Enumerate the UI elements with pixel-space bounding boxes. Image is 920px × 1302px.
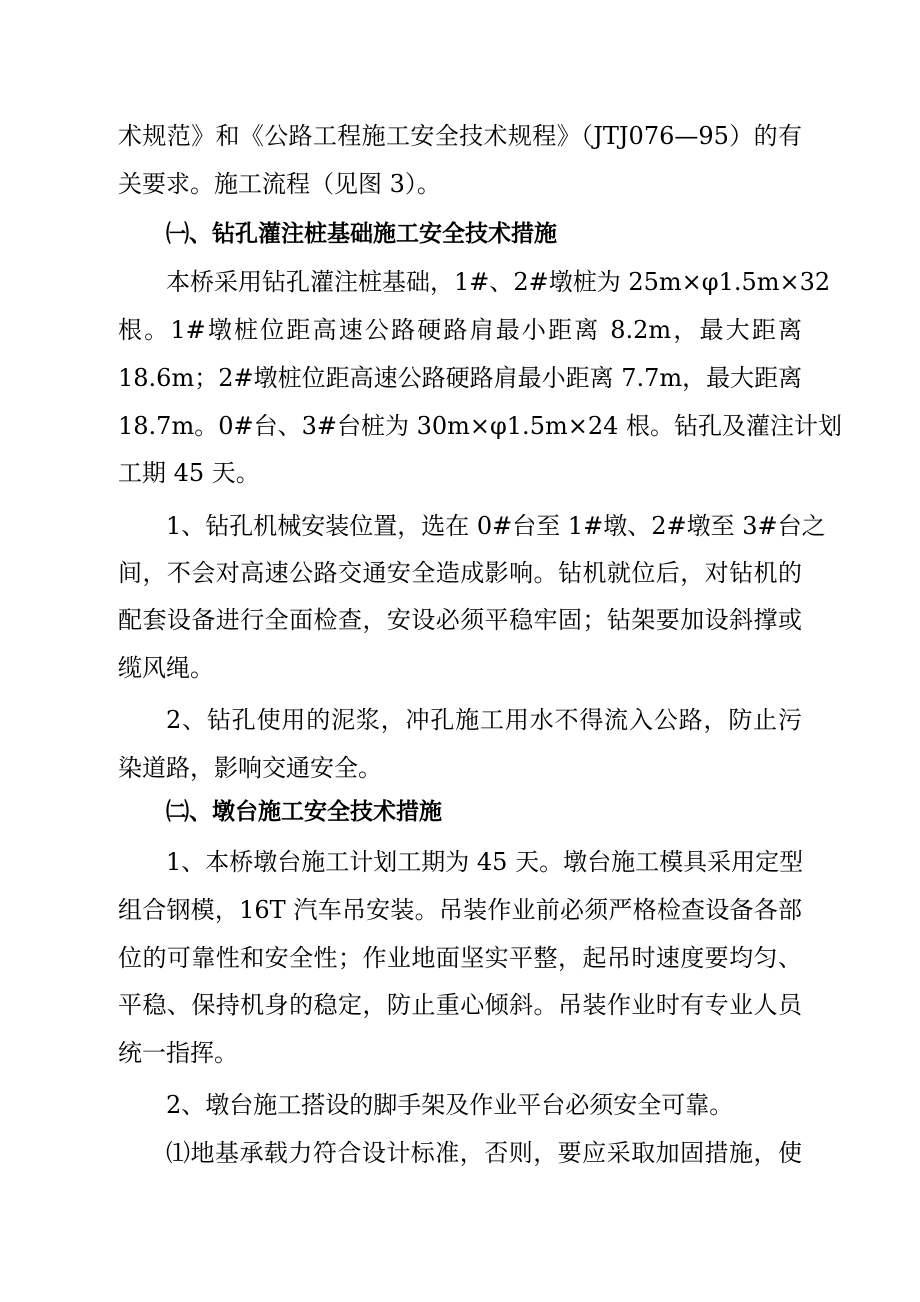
text-line: 术规范》和《公路工程施工安全技术规程》（JTJ076—95）的有 xyxy=(118,122,802,150)
text-line: 配套设备进行全面检查，安设必须平稳牢固；钻架要加设斜撑或 xyxy=(118,606,802,634)
text-line: 位的可靠性和安全性；作业地面坚实平整，起吊时速度要均匀、 xyxy=(118,944,802,972)
text-line: 1、钻孔机械安装位置，选在 0#台至 1#墩、2#墩至 3#台之 xyxy=(166,512,826,540)
text-line: 18.7m。0#台、3#台桩为 30m×φ1.5m×24 根。钻孔及灌注计划 xyxy=(118,412,842,440)
text-line: 根。1#墩桩位距高速公路硬路肩最小距离 8.2m，最大距离 xyxy=(118,316,802,344)
text-line: 工期 45 天。 xyxy=(118,459,260,487)
text-line: 2、墩台施工搭设的脚手架及作业平台必须安全可靠。 xyxy=(166,1091,734,1119)
text-line: 组合钢模，16T 汽车吊安装。吊装作业前必须严格检查设备各部 xyxy=(118,896,802,924)
text-line: 2、钻孔使用的泥浆，冲孔施工用水不得流入公路，防止污 xyxy=(166,706,802,734)
text-line: 染道路，影响交通安全。 xyxy=(118,754,382,782)
section-heading: ㈠、钻孔灌注桩基础施工安全技术措施 xyxy=(166,221,557,247)
text-line: 18.6m；2#墩桩位距高速公路硬路肩最小距离 7.7m，最大距离 xyxy=(118,364,803,392)
text-line: 间，不会对高速公路交通安全造成影响。钻机就位后，对钻机的 xyxy=(118,559,802,587)
text-line: 本桥采用钻孔灌注桩基础，1#、2#墩桩为 25m×φ1.5m×32 xyxy=(166,268,831,296)
text-line: 统一指挥。 xyxy=(118,1039,238,1067)
text-line: 平稳、保持机身的稳定，防止重心倾斜。吊装作业时有专业人员 xyxy=(118,991,802,1019)
text-line: 缆风绳。 xyxy=(118,654,214,682)
text-line: 关要求。施工流程（见图 3）。 xyxy=(118,170,441,198)
text-line: 1、本桥墩台施工计划工期为 45 天。墩台施工模具采用定型 xyxy=(166,848,804,876)
section-heading: ㈡、墩台施工安全技术措施 xyxy=(166,799,442,825)
text-line: ⑴地基承载力符合设计标准，否则，要应采取加固措施，使 xyxy=(166,1139,802,1167)
